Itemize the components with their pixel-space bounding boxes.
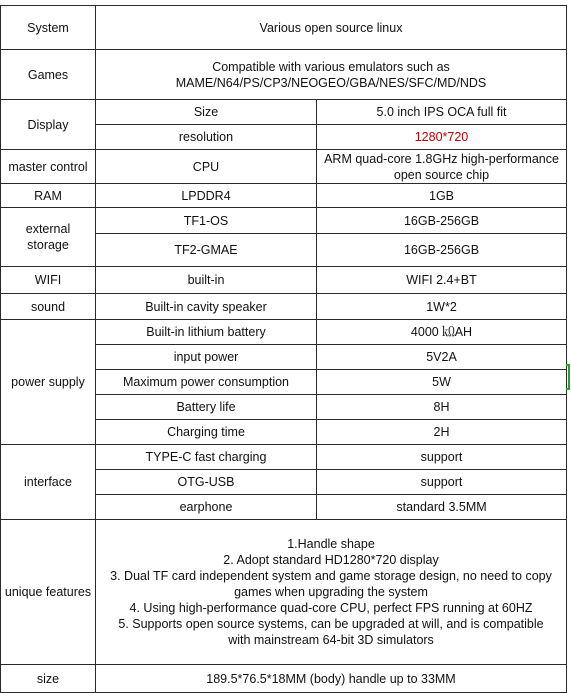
cpu-value-line1: ARM quad-core 1.8GHz high-performance [324,151,559,166]
row-size [1,665,567,693]
wifi-label: WIFI [1,267,96,294]
unique-features-label: unique features [1,520,96,665]
feature-line: games when upgrading the system [234,585,428,599]
row-unique-features [1,520,567,665]
cpu-value-line2: open source chip [393,167,490,182]
battery-value: 4000 ㏀AH [317,320,567,345]
tf2-label: TF2-GMAE [96,234,317,267]
earphone-label: earphone [96,495,317,520]
games-value-line2: MAME/N64/PS/CP3/NEOGEO/GBA/NES/SFC/MD/NDS [175,75,487,90]
display-size-value: 5.0 inch IPS OCA full fit [317,100,567,125]
ram-value: 1GB [317,184,567,208]
tf1-label: TF1-OS [96,208,317,234]
master-control-label: master control [1,150,96,184]
input-power-label: input power [96,345,317,370]
charging-time-value: 2H [317,420,567,445]
system-value: Various open source linux [96,6,567,50]
storage-label-line1: external [25,222,71,236]
typec-label: TYPE-C fast charging [96,445,317,470]
cpu-label: CPU [96,150,317,184]
ram-type: LPDDR4 [96,184,317,208]
cell-selection-marker [566,364,570,390]
system-label: System [1,6,96,50]
row-power-battery [1,320,567,345]
tf1-value: 16GB-256GB [317,208,567,234]
sound-value: 1W*2 [317,294,567,320]
games-value [96,50,567,100]
max-power-value: 5W [317,370,567,395]
sound-type: Built-in cavity speaker [96,294,317,320]
feature-line: 4. Using high-performance quad-core CPU, perfect FPS running at 60HZ [129,601,533,615]
row-display-size [1,100,567,125]
storage-label-line2: storage [27,238,69,252]
otg-label: OTG-USB [96,470,317,495]
battery-life-value: 8H [317,395,567,420]
typec-value: support [317,445,567,470]
interface-label: interface [1,445,96,520]
sound-label: sound [1,294,96,320]
feature-line: 5. Supports open source systems, can be upgraded at will, and is compatible [118,617,544,631]
display-label: Display [1,100,96,150]
resolution-label: resolution [96,125,317,150]
feature-line: 2. Adopt standard HD1280*720 display [223,553,439,567]
row-system [1,6,567,50]
resolution-value: 1280*720 [317,125,567,150]
unique-features-list [96,520,567,665]
input-power-value: 5V2A [317,345,567,370]
tf2-value: 16GB-256GB [317,234,567,267]
row-ram [1,184,567,208]
row-games [1,50,567,100]
cpu-value [317,150,567,184]
battery-label: Built-in lithium battery [96,320,317,345]
battery-life-label: Battery life [96,395,317,420]
size-value: 189.5*76.5*18MM (body) handle up to 33MM [96,665,567,693]
ram-label: RAM [1,184,96,208]
row-sound [1,294,567,320]
games-value-line1: Compatible with various emulators such as [212,59,450,74]
row-storage-tf1 [1,208,567,234]
feature-line: 1.Handle shape [287,537,375,551]
feature-line: 3. Dual TF card independent system and game storage design, no need to copy [110,569,552,583]
display-size-label: Size [96,100,317,125]
otg-value: support [317,470,567,495]
size-label: size [1,665,96,693]
charging-time-label: Charging time [96,420,317,445]
max-power-label: Maximum power consumption [96,370,317,395]
earphone-value: standard 3.5MM [317,495,567,520]
games-label: Games [1,50,96,100]
row-master-control [1,150,567,184]
row-wifi [1,267,567,294]
wifi-value: WIFI 2.4+BT [317,267,567,294]
power-supply-label: power supply [1,320,96,445]
row-interface-typec [1,445,567,470]
feature-line: with mainstream 64-bit 3D simulators [228,633,434,647]
spec-table [0,5,567,693]
storage-label [1,208,96,267]
wifi-type: built-in [96,267,317,294]
